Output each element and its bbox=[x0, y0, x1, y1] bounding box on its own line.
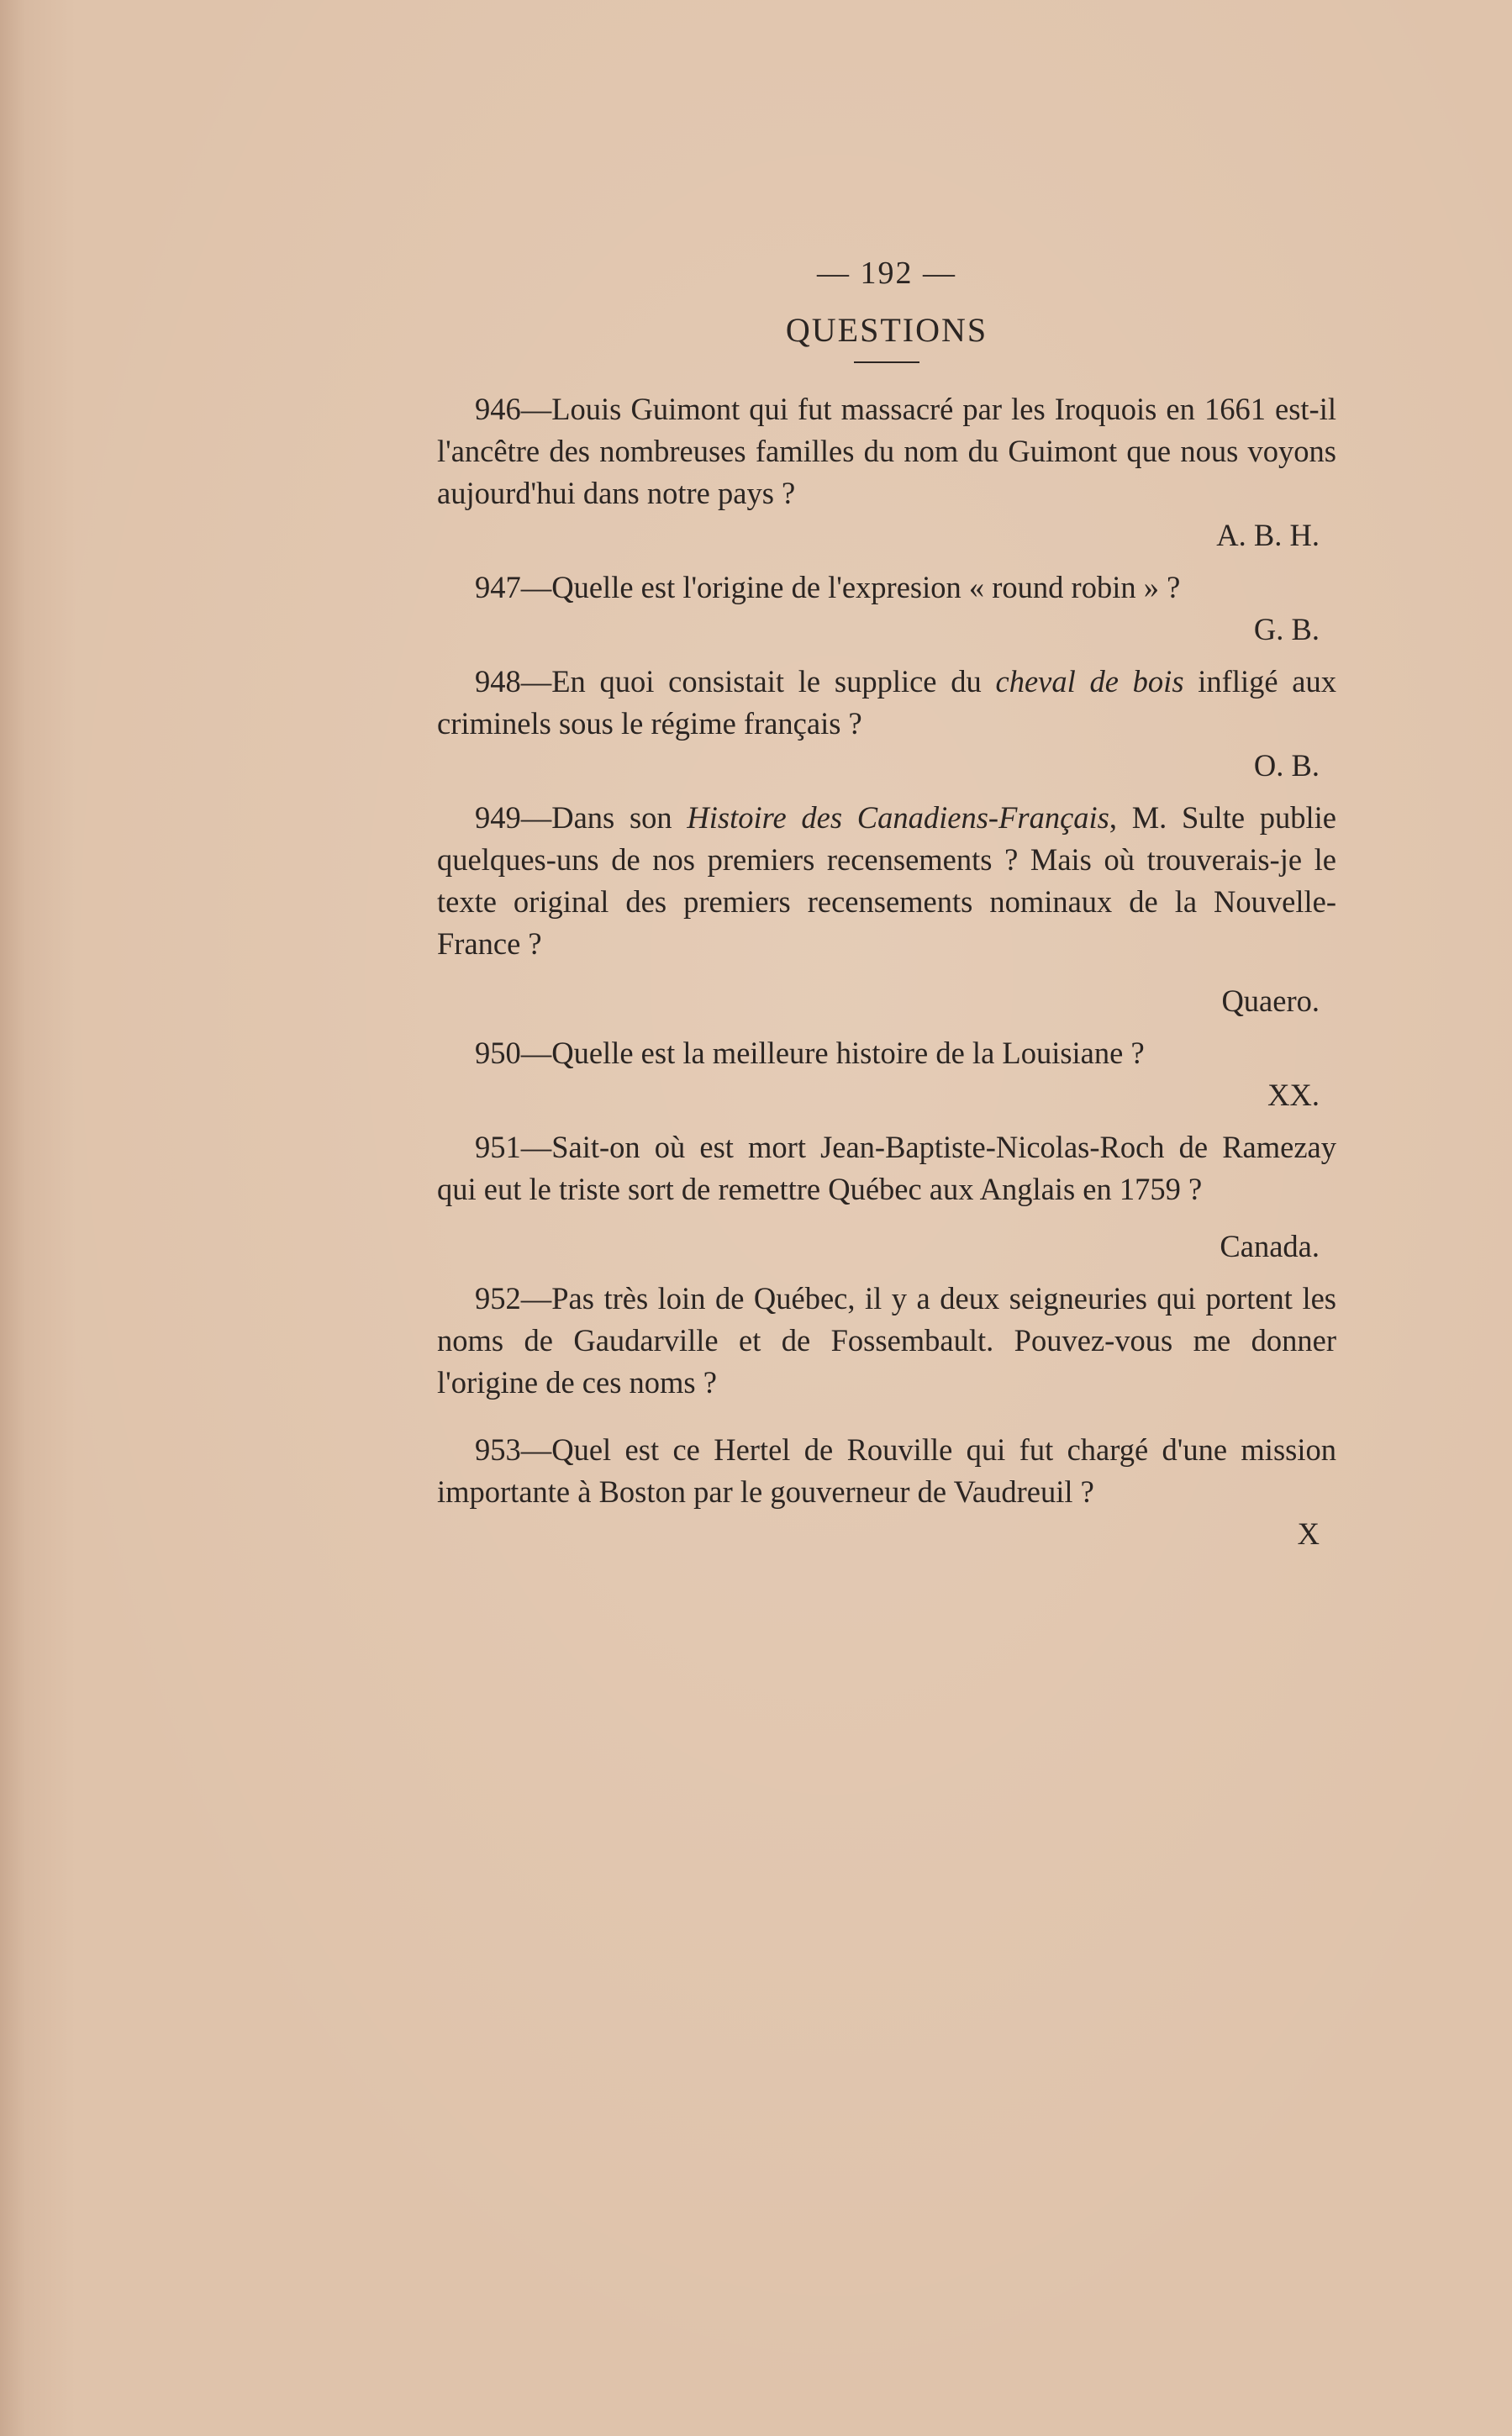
question-950 bbox=[437, 1032, 1336, 1116]
question-text bbox=[437, 661, 1336, 745]
question-946 bbox=[437, 388, 1336, 556]
question-952 bbox=[437, 1278, 1336, 1404]
question-text: 950—Quelle est la meilleure histoire de la Louisiane ? bbox=[475, 1036, 1145, 1070]
question-signature: Canada. bbox=[1220, 1229, 1320, 1263]
question-signature: G. B. bbox=[1253, 612, 1320, 646]
question-text: 953—Quel est ce Hertel de Rouville qui fut chargé d'une mission importante à Boston par le gouverneur de Vaudreuil ? bbox=[437, 1432, 1336, 1509]
question-text-italic: cheval de bois bbox=[995, 664, 1184, 699]
question-948 bbox=[437, 661, 1336, 787]
question-text: 946—Louis Guimont qui fut massacré par les Iroquois en 1661 est-il l'ancêtre des nombreuses familles du nom du Guimont que nous voyons aujourd'hui dans notre pays ? bbox=[437, 392, 1336, 510]
question-signature: A. B. H. bbox=[1216, 518, 1320, 552]
page-number: — 192 — bbox=[817, 256, 956, 291]
question-text-start: 948—En quoi consistait le supplice du bbox=[475, 664, 996, 699]
title-divider bbox=[854, 361, 919, 363]
question-signature: XX. bbox=[1267, 1078, 1320, 1112]
question-signature: O. B. bbox=[1253, 748, 1320, 783]
question-949 bbox=[437, 797, 1336, 1022]
section-title: QUESTIONS bbox=[785, 311, 988, 349]
question-text-end: infligé aux criminels sous le régime français ? bbox=[437, 664, 1336, 741]
question-text-start: 949—Dans son bbox=[475, 800, 688, 835]
question-text bbox=[437, 797, 1336, 965]
question-text: 947—Quelle est l'origine de l'expresion « round robin » ? bbox=[475, 570, 1181, 604]
question-signature: X bbox=[1297, 1516, 1320, 1551]
question-signature: Quaero. bbox=[1221, 983, 1320, 1018]
question-text-italic: Histoire des Canadiens-Français bbox=[687, 800, 1109, 835]
question-953 bbox=[437, 1429, 1336, 1555]
question-951 bbox=[437, 1126, 1336, 1268]
page-content bbox=[437, 252, 1336, 1565]
question-947 bbox=[437, 567, 1336, 651]
question-text: 951—Sait-on où est mort Jean-Baptiste-Nicolas-Roch de Ramezay qui eut le triste sort de remettre Québec aux Anglais en 1759 ? bbox=[437, 1130, 1336, 1206]
question-text: 952—Pas très loin de Québec, il y a deux seigneuries qui portent les noms de Gaudarville et de Fossembault. Pouvez-vous me donner l'origine de ces noms ? bbox=[437, 1281, 1336, 1400]
question-text-end: , M. Sulte publie quelques-uns de nos premiers recensements ? Mais où trouverais-je le texte original des premiers recensements nominaux de la Nouvelle-France ? bbox=[437, 800, 1336, 961]
